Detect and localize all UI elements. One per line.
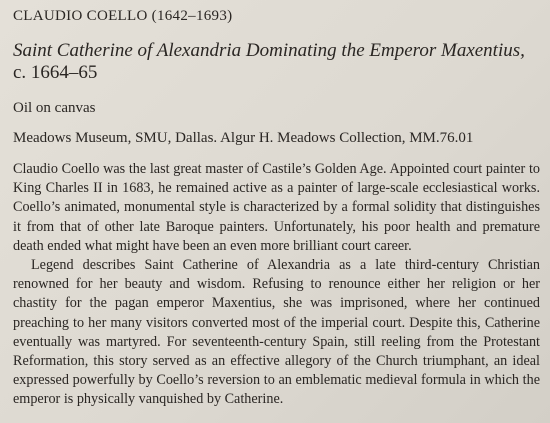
- artwork-medium: Oil on canvas: [13, 100, 96, 116]
- description-paragraph-legend: Legend describes Saint Catherine of Alexandria as a late third-century Christian renowned for her beauty and wisdom. Refusing to renounce either her religion or her chastity for the pagan emperor Maxentius, she was imprisoned, where her continued preaching to her many visitors converted most of the imperial court. Despite this, Catherine eventually was martyred. For seventeenth-century Spain, still reeling from the Protestant Reformation, this story served as an effective allegory of the Church triumphant, an ideal expressed powerfully by Coello’s reversion to an emblematic medieval formula in which the emperor is physically vanquished by Catherine.: [13, 257, 540, 408]
- credit-line: Meadows Museum, SMU, Dallas. Algur H. Meadows Collection, MM.76.01: [13, 130, 474, 146]
- artwork-date: c. 1664–65: [13, 62, 98, 83]
- artist-line: CLAUDIO COELLO (1642–1693): [13, 8, 233, 24]
- artwork-title: Saint Catherine of Alexandria Dominating the Emperor Maxentius,: [13, 40, 525, 61]
- description-paragraph-biography: Claudio Coello was the last great master of Castile’s Golden Age. Appointed court painter to King Charles II in 1683, he remained active as a painter of large-scale ecclesiastical works. Coello’s animated, monumental style is characterized by a formal solidity that distinguishes it from that of other late Baroque painters. Unfortunately, his poor health and premature death ended what might have been an even more brilliant court career.: [13, 161, 540, 254]
